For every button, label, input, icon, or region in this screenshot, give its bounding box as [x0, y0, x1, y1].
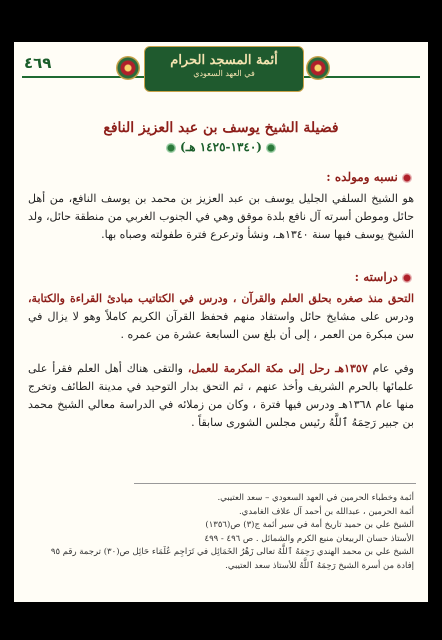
- ornament-icon: [306, 56, 330, 80]
- section2-heading-text: دراسته :: [354, 270, 398, 284]
- lineage-paragraph: هو الشيخ السلفي الجليل يوسف بن عبد العزيز بن محمد بن يوسف النافع، من أهل حائل وموطن أسرته آل نافع بلدة موقق وهي في الجنوب الغربي من منطقة حائل، ولد الشيخ يوسف فيها سنة ١٣٤٠هـ، ونشأ وترعرع فترة طفولته وصباه بها.: [28, 192, 414, 241]
- footnotes: [28, 492, 414, 573]
- footnote: أئمة وخطباء الحرمين في العهد السعودي – سعد العتيبي.: [217, 493, 414, 503]
- flower-icon: [166, 143, 176, 153]
- dates-text: (١٣٤٠-١٤٢٥ هـ): [180, 140, 262, 154]
- study-paragraph-1: [28, 290, 414, 344]
- footnote: الشيخ علي بن محمد الهندي رَحِمَهُ ٱللَّهُ تعالى زَهْرُ الخَمَائِل في تَرَاجِم عُلَمَاء حَائِل ص(٣٠) ترجمة رقم ٩٥: [50, 547, 414, 557]
- banner-subtitle: في العهد السعودي: [193, 69, 255, 78]
- banner-title: أئمة المسجد الحرام: [170, 53, 278, 68]
- footnote-divider: [134, 483, 416, 484]
- footnote: الشيخ علي بن حميد تاريخ أمة في سير أئمة ج(٣) ص(١٣٥٦): [205, 520, 414, 530]
- footnote: الأستاذ حسان الربيعان منبع الكرم والشمائل . ص ٤٩٦ - ٤٩٩: [204, 533, 414, 544]
- header-banner: [144, 46, 304, 92]
- page-title: فضيلة الشيخ يوسف بن عبد العزيز النافع: [103, 120, 339, 136]
- study-para1-bold: التحق منذ صغره بحلق العلم والقرآن ، ودرس في الكتاتيب مبادئ القراءة والكتابة،: [28, 292, 414, 305]
- ornament-icon: [116, 56, 140, 80]
- study-para2-bold: ١٣٥٧هـ رحل إلى مكة المكرمة للعمل،: [187, 362, 368, 375]
- footnote: إفادة من أسرة الشيخ رَحِمَهُ ٱللَّهُ للأستاذ سعد العتيبي.: [225, 560, 414, 571]
- page-number: ٤٦٩: [24, 54, 52, 72]
- flower-icon: [402, 173, 412, 183]
- study-para1-rest: ودرس على مشايخ حائل واستفاد منهم فحفظ القرآن الكريم كاملاً وهو لا يزال في سن مبكرة من العمر ، إلى أن بلغ سن السابعة عشرة من عمره .: [28, 310, 414, 341]
- flower-icon: [402, 273, 412, 283]
- flower-icon: [266, 143, 276, 153]
- footnote: أئمة الحرمين ، عبدالله بن أحمد آل علاف الغامدي.: [238, 506, 414, 517]
- section-heading-study: [355, 270, 412, 284]
- study-para2-rest: والتقى هناك أهل العلم فقرأ على علمائها بالحرم الشريف وأخذ عنهم ، ثم التحق بدار التوحيد في مدينة الطائف وتخرج منها عام ١٣٦٨هـ ودرس فيها فترة ، وكان من زملائه في الدراسة معالي الشيخ محمد بن جبير رَحِمَهُ ٱللَّهُ رئيس مجلس الشورى سابقاً .: [28, 362, 414, 429]
- section-heading-lineage: [326, 170, 412, 184]
- book-page: [14, 42, 428, 602]
- study-para2-start: وفي عام: [367, 362, 414, 375]
- life-dates: [14, 140, 428, 154]
- study-paragraph-2: [28, 360, 414, 432]
- section1-heading-text: نسبه ومولده :: [326, 170, 398, 184]
